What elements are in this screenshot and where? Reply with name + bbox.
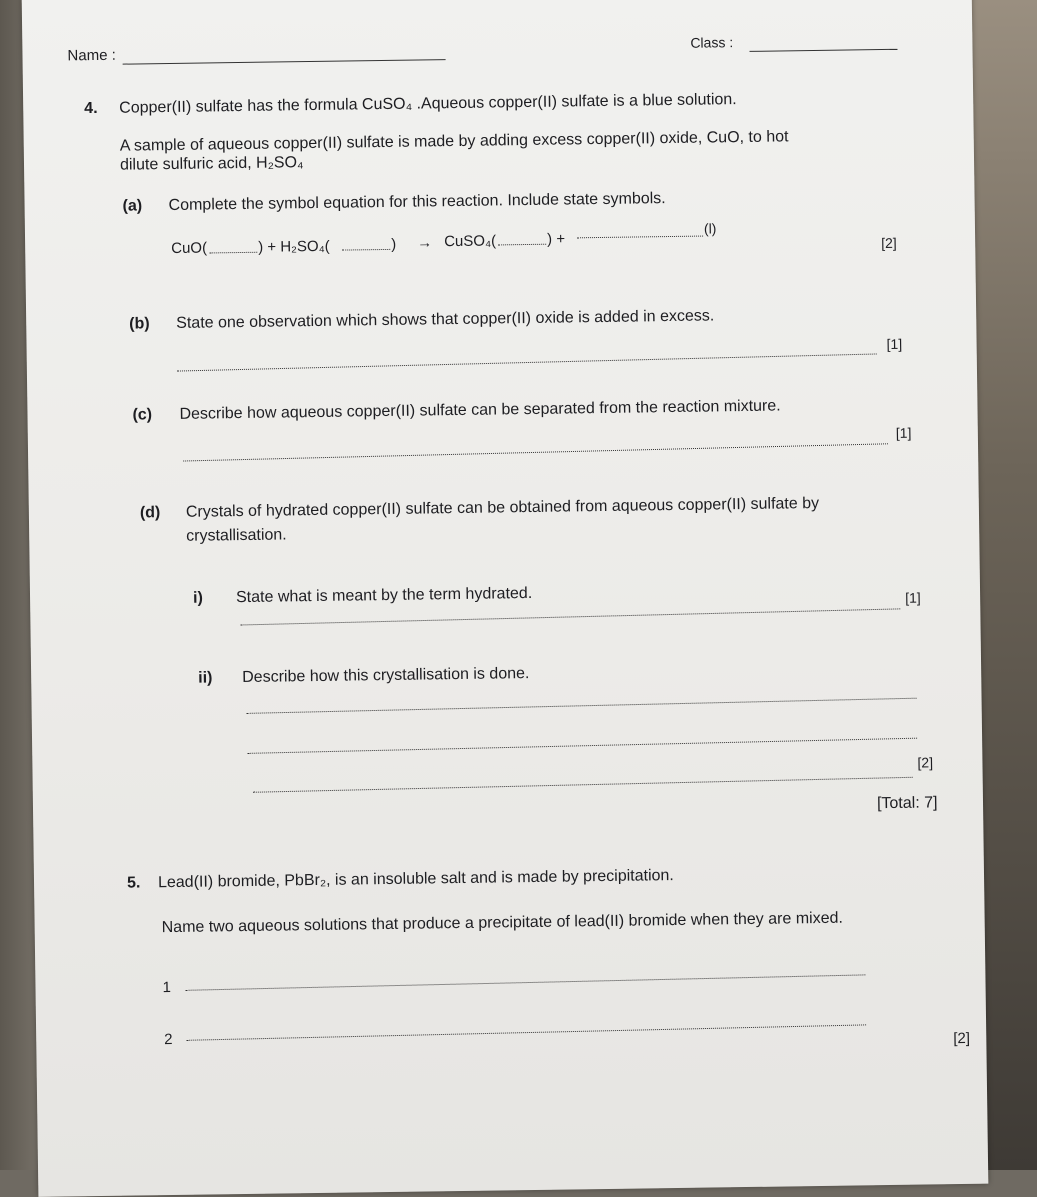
part-d-ii-text: Describe how this crystallisation is done. [242, 665, 530, 687]
part-d-i-answer-line[interactable] [240, 608, 900, 625]
q4-sample-line1: A sample of aqueous copper(II) sulfate is made by adding excess copper(II) oxide, CuO, to hot [119, 128, 789, 155]
eq-close-paren: ) [391, 235, 397, 253]
q5-answer-line-2[interactable] [186, 1024, 866, 1040]
q5-item-2: 2 [164, 1031, 173, 1049]
q5-marks: [2] [953, 1029, 971, 1048]
part-d-i-label: i) [192, 589, 203, 607]
part-d-ii-answer-line-2[interactable] [247, 738, 917, 754]
eq-cuo: CuO( [171, 239, 208, 257]
name-field[interactable] [123, 59, 446, 65]
worksheet-page [22, 0, 989, 1197]
part-d-ii-answer-line-3[interactable] [253, 777, 913, 793]
part-b-answer-line[interactable] [177, 353, 877, 371]
part-d-ii-answer-line-1[interactable] [247, 698, 917, 714]
eq-arrow: → [417, 234, 433, 252]
part-c-answer-line[interactable] [183, 443, 888, 461]
part-d-label: (d) [139, 504, 161, 522]
part-d-text-line2: crystallisation. [186, 526, 287, 545]
part-a-marks: [2] [881, 234, 897, 252]
part-b-marks: [1] [886, 335, 903, 352]
part-c-label: (c) [132, 406, 153, 424]
class-field[interactable] [749, 49, 897, 52]
part-c-marks: [1] [895, 424, 912, 441]
name-label: Name : [67, 46, 116, 65]
part-a-text: Complete the symbol equation for this reaction. Include state symbols. [168, 190, 666, 215]
cuo-state-blank[interactable] [209, 252, 257, 254]
q5-item-1: 1 [162, 979, 171, 997]
part-d-ii-marks: [2] [917, 754, 934, 771]
eq-cuso4: CuSO₄( [444, 232, 497, 251]
part-a-label: (a) [122, 197, 143, 215]
q5-answer-line-1[interactable] [186, 974, 866, 990]
q4-intro: Copper(II) sulfate has the formula CuSO₄ .Aqueous copper(II) sulfate is a blue solution. [119, 91, 737, 117]
eq-water-state: (l) [703, 220, 717, 237]
part-b-text: State one observation which shows that copper(II) oxide is added in excess. [176, 307, 715, 332]
eq-h2so4: ) + H₂SO₄( [258, 237, 330, 256]
question-5-number: 5. [126, 874, 141, 892]
part-d-i-marks: [1] [905, 589, 921, 606]
h2so4-state-blank[interactable] [342, 249, 390, 251]
q4-total: [Total: 7] [876, 794, 938, 813]
part-d-text-line1: Crystals of hydrated copper(II) sulfate can be obtained from aqueous copper(II) sulfate by [185, 494, 820, 521]
part-d-i-text: State what is meant by the term hydrated. [235, 584, 533, 607]
q5-task: Name two aqueous solutions that produce a precipitate of lead(II) bromide when they are mixed. [161, 909, 843, 937]
product-blank[interactable] [577, 236, 703, 239]
eq-plus: ) + [546, 230, 566, 248]
part-b-label: (b) [129, 315, 150, 333]
cuso4-state-blank[interactable] [498, 244, 546, 246]
part-d-ii-label: ii) [198, 669, 213, 687]
q4-sample-line2: dilute sulfuric acid, H₂SO₄ [119, 154, 304, 174]
class-label: Class : [690, 34, 734, 51]
q5-intro: Lead(II) bromide, PbBr₂, is an insoluble salt and is made by precipitation. [157, 867, 674, 892]
part-c-text: Describe how aqueous copper(II) sulfate can be separated from the reaction mixture. [179, 397, 781, 423]
question-4-number: 4. [84, 99, 98, 118]
